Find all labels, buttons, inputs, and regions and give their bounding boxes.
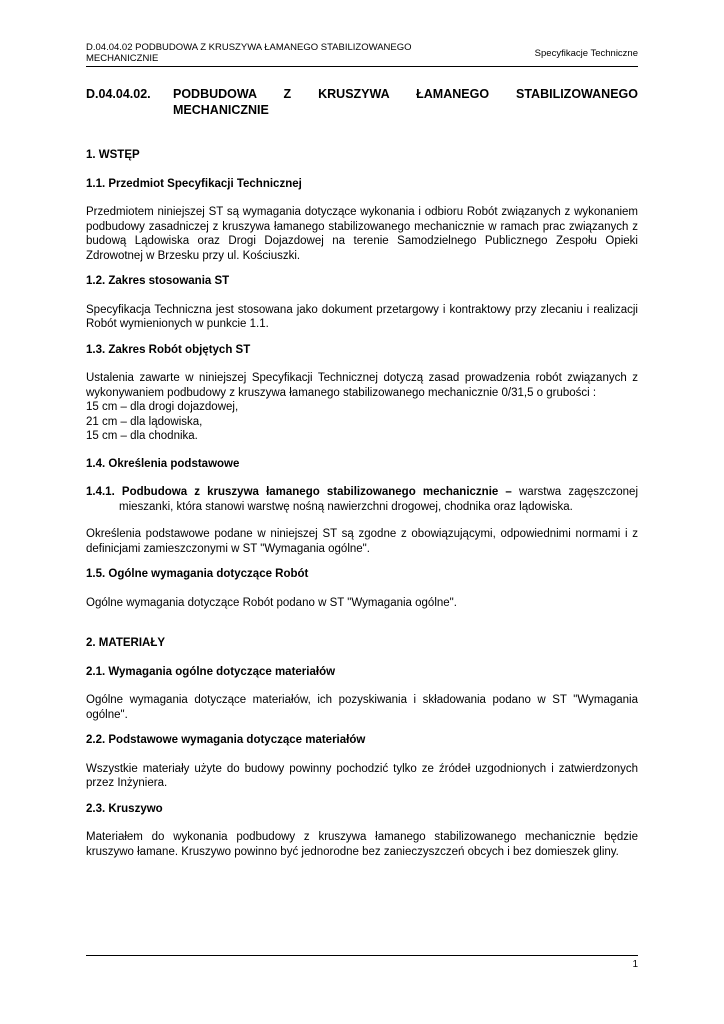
section-heading-2-1: 2.1. Wymagania ogólne dotyczące materiałów <box>86 665 336 678</box>
list-item: 15 cm – dla drogi dojazdowej, <box>86 401 239 413</box>
section-heading-2-3: 2.3. Kruszywo <box>86 802 163 815</box>
page-number: 1 <box>86 955 638 970</box>
section-heading-1: 1. WSTĘP <box>86 149 140 161</box>
definition-term: 1.4.1. Podbudowa z kruszywa łamanego stabilizowanego mechanicznie – <box>86 486 512 498</box>
definition-text: warstwa zagęszczonej mieszanki, która stanowi warstwę nośną nawierzchni drogowej, chodnika oraz lądowiska. <box>119 486 639 513</box>
section-heading-2: 2. MATERIAŁY <box>86 637 166 649</box>
header-line-2: MECHANICZNIE <box>86 53 159 64</box>
definition-1-4-1 <box>86 485 638 514</box>
paragraph-2-3: Materiałem do wykonania podbudowy z kruszywa łamanego stabilizowanego mechanicznie będzie kruszywo łamane. Kruszywo powinno być jednorodne bez zanieczyszczeń obcych i bez domieszek gliny. <box>86 831 638 858</box>
section-heading-1-5: 1.5. Ogólne wymagania dotyczące Robót <box>86 568 309 580</box>
paragraph-2-2: Wszystkie materiały użyte do budowy powinny pochodzić tylko ze źródeł uzgodnionych i zatwierdzonych przez Inżyniera. <box>86 762 638 789</box>
document-body <box>86 148 638 859</box>
header-document-code <box>86 42 446 64</box>
page-header <box>86 42 638 67</box>
section-heading-1-2: 1.2. Zakres stosowania ST <box>86 275 230 287</box>
paragraph-1-1: Przedmiotem niniejszej ST są wymagania dotyczące wykonania i odbioru Robót związanych z wykonaniem podbudowy zasadniczej z kruszywa łamanego stabilizowanego mechanicznie w ramach prac związanych z budową Lądowiska oraz Drogi Dojazdowej na terenie Samodzielnego Publicznego Zespołu Opieki Zdrowotnej w Brzesku przy ul. Kościuszki. <box>86 206 638 262</box>
list-item: 21 cm – dla lądowiska, <box>86 415 203 428</box>
section-heading-1-4: 1.4. Określenia podstawowe <box>86 457 240 470</box>
header-specification-label: Specyfikacje Techniczne <box>534 48 638 59</box>
paragraph-1-5: Ogólne wymagania dotyczące Robót podano w ST "Wymagania ogólne". <box>86 596 457 609</box>
title-name: PODBUDOWA Z KRUSZYWA ŁAMANEGO STABILIZOWANEGO MECHANICZNIE <box>173 87 638 117</box>
section-heading-2-2: 2.2. Podstawowe wymagania dotyczące materiałów <box>86 734 366 746</box>
title-code: D.04.04.02. <box>86 87 151 101</box>
paragraph-1-2: Specyfikacja Techniczna jest stosowana jako dokument przetargowy i kontraktowy przy zlecaniu i realizacji Robót wymienionych w punkcie 1.1. <box>86 303 638 330</box>
header-line-1: D.04.04.02 PODBUDOWA Z KRUSZYWA ŁAMANEGO STABILIZOWANEGO <box>86 42 412 53</box>
paragraph-2-1: Ogólne wymagania dotyczące materiałów, ich pozyskiwania i składowania podano w ST "Wymagania ogólne". <box>86 694 638 721</box>
paragraph-1-4: Określenia podstawowe podane w niniejszej ST są zgodne z obowiązującymi, odpowiednimi normami i z definicjami zamieszczonymi w ST "Wymagania ogólne". <box>86 528 638 555</box>
section-heading-1-1: 1.1. Przedmiot Specyfikacji Technicznej <box>86 177 302 190</box>
section-heading-1-3: 1.3. Zakres Robót objętych ST <box>86 343 251 356</box>
paragraph-1-3: Ustalenia zawarte w niniejszej Specyfikacji Technicznej dotyczą zasad prowadzenia robót związanych z wykonywaniem podbudowy z kruszywa łamanego stabilizowanego mechanicznie 0/31,5 o grubości : <box>86 372 638 399</box>
list-item: 15 cm – dla chodnika. <box>86 430 198 442</box>
